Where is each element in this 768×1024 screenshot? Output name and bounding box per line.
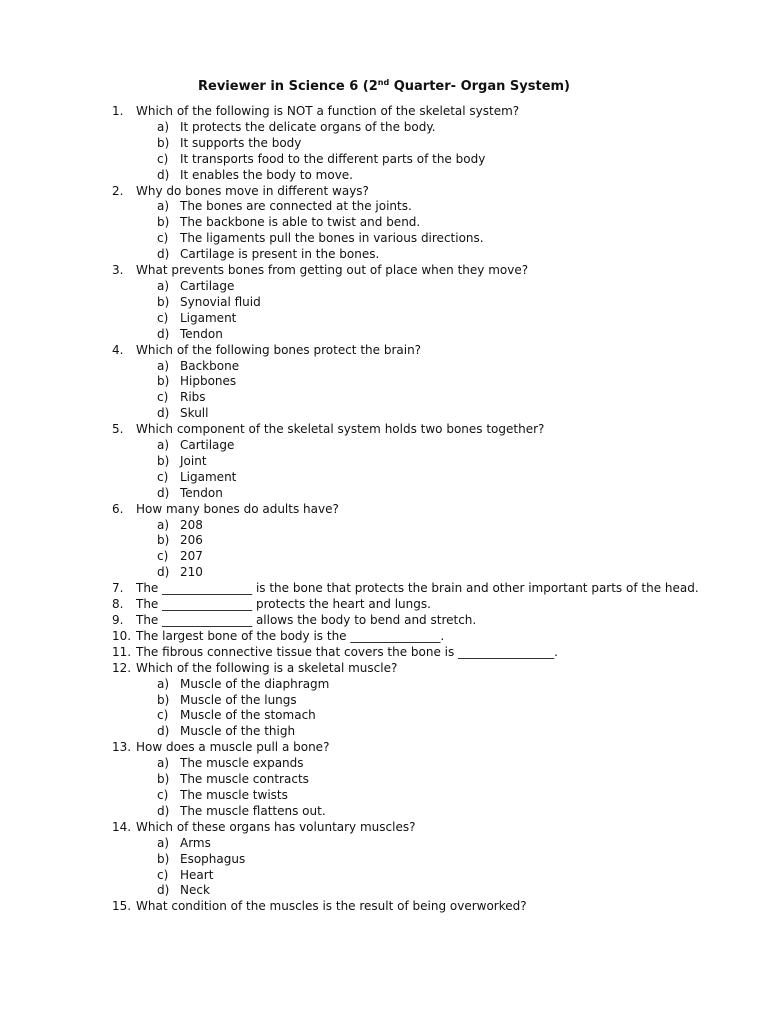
answer-option	[112, 852, 732, 868]
question-number: 13.	[112, 740, 132, 755]
answer-option	[112, 374, 732, 390]
option-text: Backbone	[180, 358, 240, 373]
question-text: Why do bones move in different ways?	[136, 183, 369, 198]
question-list	[112, 104, 732, 915]
question-text: Which of the following bones protect the brain?	[136, 342, 422, 357]
option-letter: d)	[157, 803, 170, 818]
option-text: Heart	[180, 867, 214, 882]
answer-option	[112, 788, 732, 804]
option-letter: a)	[157, 756, 170, 771]
option-text: Muscle of the diaphragm	[180, 676, 330, 691]
title-suffix: Quarter- Organ System)	[389, 79, 570, 94]
question-number: 10.	[112, 628, 132, 643]
answer-option	[112, 247, 732, 263]
answer-option	[112, 406, 732, 422]
option-letter: d)	[157, 565, 170, 580]
option-letter: c)	[157, 151, 169, 166]
option-letter: a)	[157, 358, 170, 373]
option-text: Tendon	[180, 485, 223, 500]
option-text: The muscle twists	[180, 787, 288, 802]
answer-option	[112, 883, 732, 899]
answer-option	[112, 836, 732, 852]
option-text: 206	[180, 533, 203, 548]
option-text: Ligament	[180, 310, 237, 325]
page-title	[0, 78, 768, 94]
question-number: 12.	[112, 660, 132, 675]
question-number: 14.	[112, 819, 132, 834]
answer-option	[112, 677, 732, 693]
question-text: Which component of the skeletal system holds two bones together?	[136, 422, 545, 437]
option-letter: b)	[157, 851, 170, 866]
option-text: 207	[180, 549, 203, 564]
option-text: Joint	[180, 453, 207, 468]
option-letter: d)	[157, 247, 170, 262]
question-number: 9.	[112, 613, 124, 627]
question-text: The _______________ is the bone that protects the brain and other important parts of the head.	[136, 581, 699, 596]
question-item	[112, 263, 732, 279]
question-text: What condition of the muscles is the result of being overworked?	[136, 899, 527, 914]
answer-option	[112, 120, 732, 136]
question-number: 11.	[112, 644, 132, 659]
question-item	[112, 661, 732, 677]
title-superscript: nd	[377, 78, 390, 87]
question-item	[112, 597, 732, 613]
answer-option	[112, 693, 732, 709]
option-letter: d)	[157, 724, 170, 739]
answer-option	[112, 518, 732, 534]
option-text: Skull	[180, 406, 209, 421]
option-letter: b)	[157, 453, 170, 468]
option-text: Muscle of the thigh	[180, 724, 296, 739]
option-text: It enables the body to move.	[180, 167, 353, 182]
option-letter: a)	[157, 199, 170, 214]
answer-option	[112, 470, 732, 486]
option-text: It supports the body	[180, 135, 302, 150]
answer-option	[112, 390, 732, 406]
question-item	[112, 645, 732, 661]
option-letter: c)	[157, 469, 169, 484]
option-text: The muscle flattens out.	[180, 803, 326, 818]
option-text: The muscle contracts	[180, 772, 309, 787]
answer-option	[112, 804, 732, 820]
option-text: Cartilage	[180, 278, 235, 293]
question-item	[112, 104, 732, 120]
option-text: Neck	[180, 883, 210, 898]
option-letter: c)	[157, 867, 169, 882]
question-text: Which of these organs has voluntary muscles?	[136, 819, 416, 834]
option-letter: d)	[157, 326, 170, 341]
question-item	[112, 899, 732, 915]
option-letter: b)	[157, 135, 170, 150]
option-text: The bones are connected at the joints.	[180, 199, 412, 214]
option-text: Esophagus	[180, 851, 246, 866]
option-text: Ribs	[180, 390, 206, 405]
question-number: 4.	[112, 342, 124, 357]
option-letter: b)	[157, 772, 170, 787]
question-text: The fibrous connective tissue that covers the bone is ________________.	[136, 644, 558, 659]
answer-option	[112, 327, 732, 343]
question-text: The _______________ allows the body to bend and stretch.	[136, 613, 477, 627]
option-text: Hipbones	[180, 374, 237, 389]
answer-option	[112, 311, 732, 327]
option-text: The backbone is able to twist and bend.	[180, 215, 421, 230]
question-text: The largest bone of the body is the _______________.	[136, 628, 445, 643]
answer-option	[112, 199, 732, 215]
option-letter: d)	[157, 485, 170, 500]
question-number: 2.	[112, 183, 124, 198]
option-text: Tendon	[180, 326, 223, 341]
option-letter: c)	[157, 549, 169, 564]
question-number: 3.	[112, 263, 124, 278]
question-item	[112, 613, 732, 629]
option-text: Cartilage is present in the bones.	[180, 247, 380, 262]
option-letter: a)	[157, 517, 170, 532]
option-text: Muscle of the lungs	[180, 692, 297, 707]
answer-option	[112, 772, 732, 788]
question-text: What prevents bones from getting out of place when they move?	[136, 263, 529, 278]
option-letter: c)	[157, 708, 169, 723]
answer-option	[112, 868, 732, 884]
answer-option	[112, 152, 732, 168]
option-letter: d)	[157, 167, 170, 182]
answer-option	[112, 295, 732, 311]
option-letter: a)	[157, 119, 170, 134]
answer-option	[112, 359, 732, 375]
option-letter: b)	[157, 533, 170, 548]
answer-option	[112, 454, 732, 470]
option-letter: c)	[157, 310, 169, 325]
title-prefix: Reviewer in Science 6 (2	[198, 79, 378, 94]
question-text: How many bones do adults have?	[136, 501, 339, 516]
question-item	[112, 820, 732, 836]
answer-option	[112, 533, 732, 549]
option-text: 210	[180, 565, 203, 580]
answer-option	[112, 549, 732, 565]
question-item	[112, 581, 732, 597]
answer-option	[112, 724, 732, 740]
question-number: 1.	[112, 104, 124, 118]
question-text: Which of the following is a skeletal muscle?	[136, 660, 398, 675]
option-letter: c)	[157, 390, 169, 405]
answer-option	[112, 136, 732, 152]
question-text: The _______________ protects the heart and lungs.	[136, 597, 431, 612]
option-letter: d)	[157, 883, 170, 898]
option-letter: a)	[157, 676, 170, 691]
question-item	[112, 343, 732, 359]
option-text: Cartilage	[180, 438, 235, 453]
question-text: Which of the following is NOT a function of the skeletal system?	[136, 104, 520, 118]
answer-option	[112, 231, 732, 247]
question-item	[112, 629, 732, 645]
question-item	[112, 422, 732, 438]
question-number: 7.	[112, 581, 124, 596]
option-text: 208	[180, 517, 203, 532]
option-letter: b)	[157, 215, 170, 230]
question-number: 8.	[112, 597, 124, 612]
option-text: The muscle expands	[180, 756, 304, 771]
option-letter: a)	[157, 438, 170, 453]
question-text: How does a muscle pull a bone?	[136, 740, 330, 755]
question-item	[112, 740, 732, 756]
answer-option	[112, 215, 732, 231]
question-item	[112, 502, 732, 518]
answer-option	[112, 168, 732, 184]
option-letter: a)	[157, 835, 170, 850]
option-text: Arms	[180, 835, 211, 850]
question-number: 6.	[112, 501, 124, 516]
option-letter: c)	[157, 231, 169, 246]
option-letter: b)	[157, 374, 170, 389]
option-text: The ligaments pull the bones in various directions.	[180, 231, 484, 246]
option-letter: a)	[157, 278, 170, 293]
option-text: It transports food to the different parts of the body	[180, 151, 486, 166]
answer-option	[112, 708, 732, 724]
question-item	[112, 184, 732, 200]
answer-option	[112, 756, 732, 772]
answer-option	[112, 565, 732, 581]
answer-option	[112, 486, 732, 502]
answer-option	[112, 279, 732, 295]
question-number: 5.	[112, 422, 124, 437]
option-letter: b)	[157, 692, 170, 707]
option-text: It protects the delicate organs of the body.	[180, 119, 436, 134]
answer-option	[112, 438, 732, 454]
option-text: Ligament	[180, 469, 237, 484]
option-text: Muscle of the stomach	[180, 708, 316, 723]
option-letter: c)	[157, 787, 169, 802]
option-letter: b)	[157, 294, 170, 309]
option-letter: d)	[157, 406, 170, 421]
question-number: 15.	[112, 899, 132, 914]
option-text: Synovial fluid	[180, 294, 261, 309]
